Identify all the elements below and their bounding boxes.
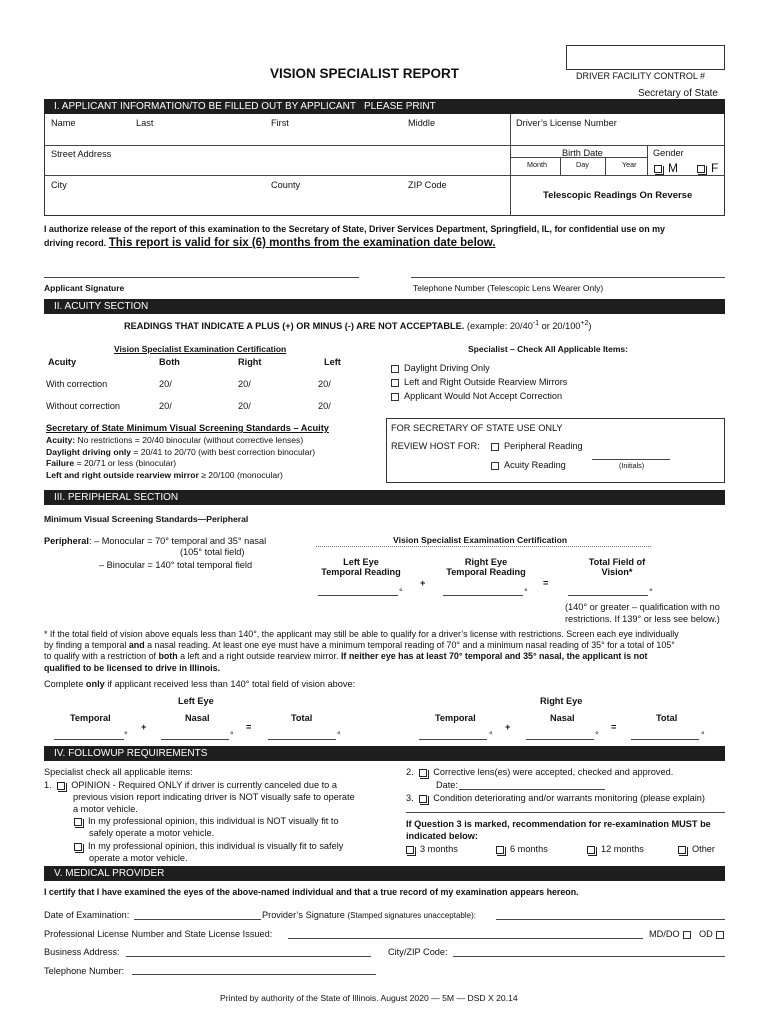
opinion-fit: In my professional opinion, this individual is visually fit to safely operate a motor vehicle. — [74, 841, 343, 864]
daylight-checkbox[interactable]: Daylight Driving Only — [391, 363, 490, 373]
with-correction-label: With correction — [46, 379, 108, 389]
provider-sig-label: Provider’s Signature (Stamped signatures unacceptable): — [262, 910, 476, 920]
section-4-title: IV. FOLLOWUP REQUIREMENTS — [54, 748, 208, 759]
degree-1: ° — [399, 587, 403, 597]
without-both-field[interactable]: 20/ — [159, 401, 172, 411]
plus-sign: + — [420, 578, 426, 588]
section-3-title: III. PERIPHERAL SECTION — [54, 492, 179, 503]
left-temporal-label: Temporal — [70, 713, 111, 723]
label-applicant-signature: Applicant Signature — [44, 283, 125, 293]
reexam-3-months[interactable]: 3 months — [406, 844, 458, 854]
initials-line[interactable] — [592, 459, 670, 460]
peripheral-min-std: Minimum Visual Screening Standards—Peripheral — [44, 514, 249, 524]
checkbox-icon — [716, 931, 724, 939]
initials-label: (Initials) — [619, 461, 645, 470]
cityzip-field[interactable] — [453, 956, 725, 957]
left-total-input[interactable] — [268, 739, 336, 740]
telephone-label: Telephone Number: — [44, 966, 125, 976]
with-left-field[interactable]: 20/ — [318, 379, 331, 389]
label-year: Year — [622, 160, 637, 169]
mirrors-checkbox[interactable]: Left and Right Outside Rearview Mirrors — [391, 377, 567, 387]
reexam-6-months[interactable]: 6 months — [496, 844, 548, 854]
item-3-checkbox[interactable] — [419, 795, 427, 803]
review-host-label: REVIEW HOST FOR: — [391, 441, 480, 451]
opinion-fit-checkbox[interactable] — [74, 843, 82, 851]
od-checkbox[interactable]: OD — [699, 929, 729, 939]
control-number-box[interactable] — [566, 45, 725, 70]
col-acuity: Acuity — [48, 357, 77, 367]
authorize-text: I authorize release of the report of this examination to the Secretary of State, Driver Services Department, Springfield, IL, for confidential use on my — [44, 224, 665, 234]
gender-male-checkbox[interactable]: M — [654, 161, 678, 175]
label-first: First — [271, 118, 289, 128]
section-1-bar — [44, 99, 725, 114]
section-1-title: I. APPLICANT INFORMATION/TO BE FILLED OUT BY APPLICANT — [54, 101, 356, 112]
name-field[interactable] — [46, 128, 508, 144]
mddo-checkbox[interactable]: MD/DO — [649, 929, 696, 939]
sos-use-label: FOR SECRETARY OF STATE USE ONLY — [391, 423, 563, 433]
checkbox-icon — [697, 165, 705, 173]
control-number-label: DRIVER FACILITY CONTROL # — [576, 71, 706, 81]
telephone-line[interactable] — [411, 277, 725, 278]
left-temporal-field[interactable] — [318, 595, 398, 596]
peripheral-reading-checkbox[interactable]: Peripheral Reading — [491, 441, 583, 451]
equals-sign: = — [543, 578, 549, 588]
item-1-checkbox[interactable] — [57, 782, 65, 790]
label-day: Day — [576, 160, 589, 169]
item-3: 3. Condition deteriorating and/or warrants monitoring (please explain) — [406, 793, 705, 803]
plus-left: + — [141, 722, 147, 732]
checkbox-icon — [683, 931, 691, 939]
checkbox-icon — [491, 462, 499, 470]
checkbox-icon — [587, 846, 595, 854]
item-2-date-label: Date: — [436, 780, 458, 790]
without-right-field[interactable]: 20/ — [238, 401, 251, 411]
checkbox-icon — [391, 365, 399, 373]
readings-warning: READINGS THAT INDICATE A PLUS (+) OR MINUS (-) ARE NOT ACCEPTABLE. (example: $20/40^{-1}$ or $20/100^{+2}$) — [124, 320, 592, 332]
driving-record-text: driving record. — [44, 238, 107, 248]
certify-text: I certify that I have examined the eyes of the above-named individual and that a true record of my examination appears hereon. — [44, 887, 579, 897]
label-street: Street Address — [51, 149, 112, 159]
specialist-check-heading: Specialist – Check All Applicable Items: — [468, 344, 628, 354]
right-temporal-input[interactable] — [419, 739, 487, 740]
right-eye-heading: Right Eye — [540, 696, 583, 706]
business-field[interactable] — [126, 956, 371, 957]
without-left-field[interactable]: 20/ — [318, 401, 331, 411]
label-county: County — [271, 180, 301, 190]
without-correction-label: Without correction — [46, 401, 121, 411]
left-total-label: Total — [291, 713, 313, 723]
acuity-standards: Acuity: No restrictions = 20/40 binocular (without corrective lenses) Daylight driving only = 20/41 to 20/70 (with best correction binocular) Failure = 20/71 or less (binocular) Left and right outside rearview mirror ≥ 20/100 (monocular) — [46, 435, 316, 480]
opinion-not-fit: In my professional opinion, this individual is NOT visually fit to safely operate a motor vehicle. — [74, 816, 339, 839]
section-5-bar — [44, 866, 725, 881]
section-2-title: II. ACUITY SECTION — [54, 301, 149, 312]
license-field-input[interactable] — [288, 938, 643, 939]
col-both: Both — [159, 357, 180, 367]
right-total-label: Total — [656, 713, 678, 723]
printed-by: Printed by authority of the State of Illinois. August 2020 — 5M — DSD X 20.14 — [220, 993, 518, 1003]
opinion-not-fit-checkbox[interactable] — [74, 818, 82, 826]
license-field[interactable] — [512, 128, 723, 144]
total-field-input[interactable] — [568, 595, 648, 596]
degree-rt: ° — [489, 730, 493, 740]
peripheral-total-field: (105° total field) — [180, 547, 245, 557]
label-birth-date: Birth Date — [562, 148, 603, 158]
item-2-checkbox[interactable] — [419, 769, 427, 777]
total-field-heading: Total Field of Vision* — [588, 557, 646, 577]
label-last: Last — [136, 118, 154, 128]
right-nasal-input[interactable] — [526, 739, 594, 740]
peripheral-binocular: – Binocular = 140° total temporal field — [99, 560, 253, 570]
equals-right: = — [611, 722, 617, 732]
q3-note: If Question 3 is marked, recommendation for re-examination MUST be indicated below: — [406, 819, 711, 841]
checkbox-icon — [678, 846, 686, 854]
provider-sig-field[interactable] — [496, 919, 725, 920]
please-print: PLEASE PRINT — [364, 101, 436, 112]
right-total-input[interactable] — [631, 739, 699, 740]
gender-female-checkbox[interactable]: F — [697, 161, 718, 175]
reexam-12-months[interactable]: 12 months — [587, 844, 644, 854]
right-nasal-label: Nasal — [550, 713, 575, 723]
peripheral-note-1: (140° or greater – qualification with no — [565, 602, 720, 612]
checkbox-icon — [391, 393, 399, 401]
right-temporal-field[interactable] — [443, 595, 523, 596]
acuity-reading-checkbox[interactable]: Acuity Reading — [491, 460, 566, 470]
col-left: Left — [324, 357, 341, 367]
peripheral-monocular: Peripheral: – Monocular = 70° temporal and 35° nasal — [44, 536, 267, 546]
checkbox-icon — [654, 165, 662, 173]
checkbox-icon — [406, 846, 414, 854]
acuity-cert-heading: Vision Specialist Examination Certification — [114, 344, 287, 354]
label-month: Month — [527, 160, 547, 169]
label-telephone: Telephone Number (Telescopic Lens Wearer Only) — [413, 283, 604, 293]
checkbox-icon — [491, 443, 499, 451]
degree-ln: ° — [230, 730, 234, 740]
street-field[interactable] — [46, 158, 508, 174]
cityzip-label: City/ZIP Code: — [388, 947, 448, 957]
item-2-date-field[interactable] — [459, 789, 605, 790]
checkbox-icon — [391, 379, 399, 387]
agency-line1: Secretary of State — [637, 88, 718, 99]
right-temporal-heading: Right Eye Temporal Reading — [446, 557, 526, 577]
checkbox-icon — [496, 846, 504, 854]
label-middle: Middle — [408, 118, 436, 128]
left-temporal-input[interactable] — [54, 739, 124, 740]
date-exam-label: Date of Examination: — [44, 910, 130, 920]
left-nasal-label: Nasal — [185, 713, 210, 723]
item-1: 1. OPINION - Required ONLY if driver is currently canceled due to a previous vision report indicating driver is NOT visually safe to operate a motor vehicle. — [44, 780, 355, 814]
label-city: City — [51, 180, 67, 190]
col-right: Right — [238, 357, 262, 367]
section-2-bar — [44, 299, 725, 314]
degree-3: ° — [649, 587, 653, 597]
right-temporal-label: Temporal — [435, 713, 476, 723]
with-right-field[interactable]: 20/ — [238, 379, 251, 389]
driving-record-line — [44, 237, 496, 249]
section-3-bar — [44, 490, 725, 505]
label-gender: Gender — [653, 148, 684, 158]
degree-ltot: ° — [337, 730, 341, 740]
left-temporal-heading: Left Eye Temporal Reading — [321, 557, 401, 577]
with-both-field[interactable]: 20/ — [159, 379, 172, 389]
peripheral-note-2: restrictions. If 139° or less see below.) — [565, 614, 720, 624]
complete-only-text: Complete only if applicant received less than 140° total field of vision above: — [44, 679, 356, 689]
acuity-standards-heading: Secretary of State Minimum Visual Screening Standards – Acuity — [46, 423, 329, 433]
peripheral-footnote: * If the total field of vision above equals less than 140°, the applicant may still be able to qualify for a driver’s license with restrictions. Screen each eye individually by finding a temporal and a nasal reading. At least one eye must have a minimum temporal reading of 70° and a minimum nasal reading of 35° for a total of 105° to qualify with a restriction of both a left and a right outside rearview mirror. If neither eye has at least 70° temporal and 35° nasal, the applicant is not qualified to be licensed to drive in Illinois. — [44, 629, 679, 673]
peripheral-cert-heading: Vision Specialist Examination Certification — [393, 535, 568, 545]
plus-right: + — [505, 722, 511, 732]
degree-rtot: ° — [701, 730, 705, 740]
item-2: 2. Corrective lens(es) were accepted, checked and approved. — [406, 767, 674, 777]
label-name: Name — [51, 118, 76, 128]
telephone-field[interactable] — [132, 974, 376, 975]
license-label: Professional License Number and State License Issued: — [44, 929, 273, 939]
item-3-explain-field[interactable] — [406, 812, 725, 813]
specialist-check-label: Specialist check all applicable items: — [44, 767, 193, 777]
reexam-other[interactable]: Other — [678, 844, 715, 854]
telescopic-note: Telescopic Readings On Reverse — [543, 190, 693, 201]
degree-rn: ° — [595, 730, 599, 740]
not-accept-checkbox[interactable]: Applicant Would Not Accept Correction — [391, 391, 562, 401]
label-zip: ZIP Code — [408, 180, 447, 190]
degree-2: ° — [524, 587, 528, 597]
date-exam-field[interactable] — [134, 919, 261, 920]
degree-lt: ° — [124, 730, 128, 740]
page-title: VISION SPECIALIST REPORT — [270, 66, 460, 81]
left-nasal-input[interactable] — [161, 739, 229, 740]
valid-six-months: This report is valid for six (6) months from the examination date below. — [108, 237, 496, 249]
city-field[interactable] — [46, 190, 508, 214]
left-eye-heading: Left Eye — [178, 696, 214, 706]
applicant-signature-line[interactable] — [44, 277, 359, 278]
business-label: Business Address: — [44, 947, 120, 957]
section-5-title: V. MEDICAL PROVIDER — [54, 868, 165, 879]
equals-left: = — [246, 722, 252, 732]
label-license: Driver’s License Number — [516, 118, 617, 128]
section-4-bar — [44, 746, 725, 761]
